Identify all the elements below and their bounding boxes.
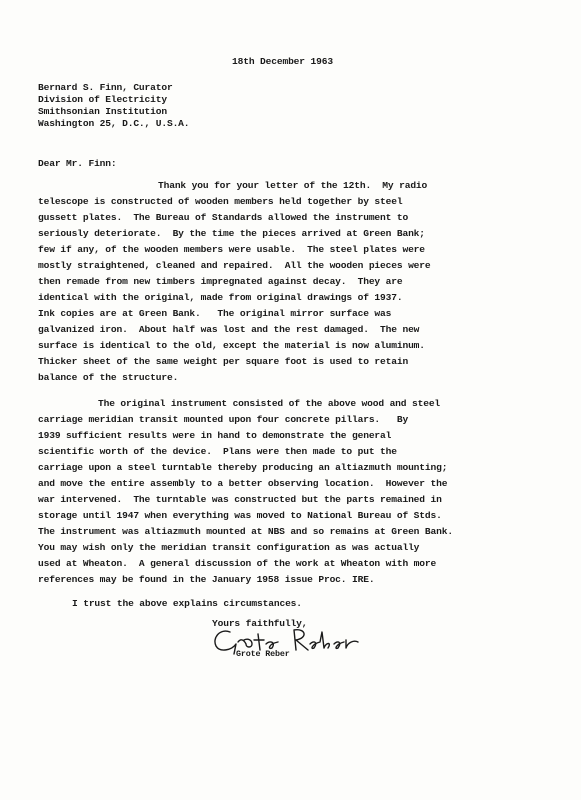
paragraph-line: Ink copies are at Green Bank. The original mirror surface was xyxy=(38,308,392,319)
paragraph-line: storage until 1947 when everything was moved to National Bureau of Stds. xyxy=(38,510,442,521)
paragraph-line: Thank you for your letter of the 12th. My radio xyxy=(158,180,428,191)
closing: Yours faithfully, xyxy=(212,618,308,629)
paragraph-line: few if any, of the wooden members were usable. The steel plates were xyxy=(38,244,425,255)
paragraph-line: balance of the structure. xyxy=(38,372,179,383)
paragraph-line: telescope is constructed of wooden members held together by steel xyxy=(38,196,403,207)
paragraph-line: carriage upon a steel turntable thereby producing an altiazmuth mounting; xyxy=(38,462,448,473)
recipient-line: Washington 25, D.C., U.S.A. xyxy=(38,118,190,129)
paragraph-line: references may be found in the January 1958 issue Proc. IRE. xyxy=(38,574,375,585)
salutation: Dear Mr. Finn: xyxy=(38,158,117,169)
paragraph-line: The original instrument consisted of the above wood and steel xyxy=(98,398,441,409)
paragraph-line: gussett plates. The Bureau of Standards allowed the instrument to xyxy=(38,212,409,223)
paragraph-line: scientific worth of the device. Plans were then made to put the xyxy=(38,446,397,457)
paragraph-line: surface is identical to the old, except the material is now aluminum. xyxy=(38,340,425,351)
paragraph-line: You may wish only the meridian transit configuration as was actually xyxy=(38,542,420,553)
paragraph-line: used at Wheaton. A general discussion of the work at Wheaton with more xyxy=(38,558,437,569)
paragraph-line: galvanized iron. About half was lost and the rest damaged. The new xyxy=(38,324,420,335)
paragraph-line: Thicker sheet of the same weight per square foot is used to retain xyxy=(38,356,409,367)
paragraph-line: I trust the above explains circumstances. xyxy=(72,598,302,609)
paragraph-line: seriously deteriorate. By the time the pieces arrived at Green Bank; xyxy=(38,228,425,239)
paragraph-line: identical with the original, made from original drawings of 1937. xyxy=(38,292,403,303)
recipient-line: Division of Electricity xyxy=(38,94,167,105)
letter-date: 18th December 1963 xyxy=(232,56,333,67)
paragraph-line: then remade from new timbers impregnated against decay. They are xyxy=(38,276,403,287)
paragraph-line: and move the entire assembly to a better observing location. However the xyxy=(38,478,448,489)
paragraph-line: war intervened. The turntable was constructed but the parts remained in xyxy=(38,494,442,505)
typed-signature: Grote Reber xyxy=(236,649,290,659)
recipient-line: Bernard S. Finn, Curator xyxy=(38,82,173,93)
paragraph-line: The instrument was altiazmuth mounted at NBS and so remains at Green Bank. xyxy=(38,526,453,537)
paragraph-line: carriage meridian transit mounted upon four concrete pillars. By xyxy=(38,414,409,425)
paragraph-line: 1939 sufficient results were in hand to demonstrate the general xyxy=(38,430,392,441)
paragraph-line: mostly straightened, cleaned and repaired. All the wooden pieces were xyxy=(38,260,431,271)
recipient-line: Smithsonian Institution xyxy=(38,106,167,117)
